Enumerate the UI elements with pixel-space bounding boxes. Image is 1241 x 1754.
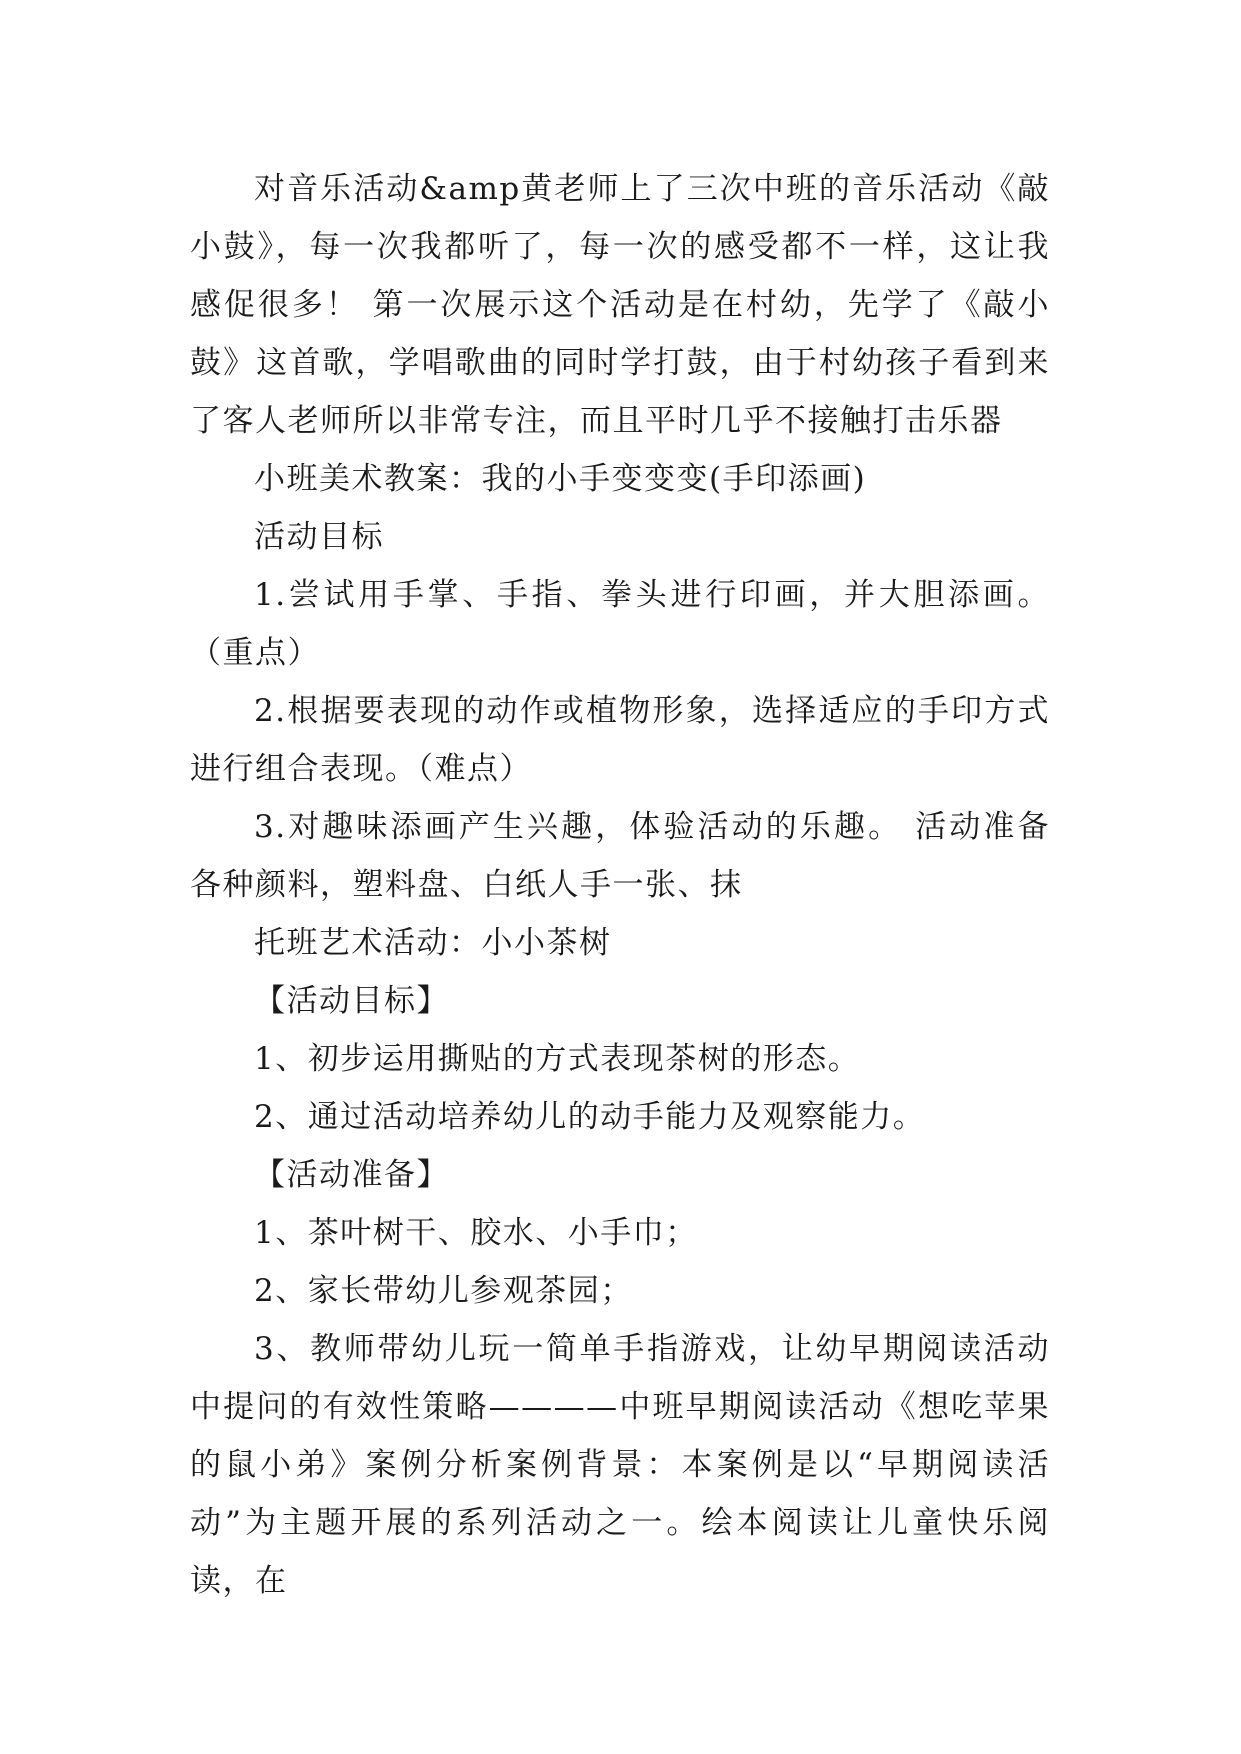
paragraph-prep-3: 3、教师带幼儿玩一简单手指游戏，让幼早期阅读活动中提问的有效性策略————中班早期阅读活动《想吃苹果的鼠小弟》案例分析案例背景：本案例是以“早期阅读活动”为主题开展的系列活动之一。绘本阅读让儿童快乐阅读，在	[190, 1331, 1050, 1599]
paragraph-prep-2: 2、家长带幼儿参观茶园；	[254, 1273, 633, 1309]
paragraph-tea-goal-2: 2、通过活动培养幼儿的动手能力及观察能力。	[254, 1099, 926, 1135]
paragraph-art-activity-title: 托班艺术活动：小小茶树	[254, 925, 612, 961]
paragraph-tea-goal-1: 1、初步运用撕贴的方式表现茶树的形态。	[254, 1041, 861, 1077]
paragraph-goal-1: 1.尝试用手掌、手指、拳头进行印画，并大胆添画。（重点）	[190, 577, 1050, 671]
paragraph-prep-heading: 【活动准备】	[254, 1157, 449, 1193]
paragraph-prep-1: 1、茶叶树干、胶水、小手巾；	[254, 1215, 698, 1251]
paragraph-goals-heading: 活动目标	[254, 519, 384, 555]
paragraph-lesson-title: 小班美术教案：我的小手变变变(手印添画)	[254, 461, 867, 497]
paragraph-goals-bracket-heading: 【活动目标】	[254, 983, 449, 1019]
paragraph-music-activity: 对音乐活动&amp黄老师上了三次中班的音乐活动《敲小鼓》，每一次我都听了，每一次的感受都不一样，这让我感促很多！ 第一次展示这个活动是在村幼，先学了《敲小鼓》这首歌，学唱歌曲的同时学打鼓，由于村幼孩子看到来了客人老师所以非常专注，而且平时几乎不接触打击乐器	[190, 171, 1050, 439]
paragraph-goal-2: 2.根据要表现的动作或植物形象，选择适应的手印方式进行组合表现。（难点）	[190, 693, 1050, 787]
paragraph-goal-3: 3.对趣味添画产生兴趣，体验活动的乐趣。 活动准备 各种颜料，塑料盘、白纸人手一张、抹	[190, 809, 1050, 903]
document-body	[190, 160, 1050, 1610]
